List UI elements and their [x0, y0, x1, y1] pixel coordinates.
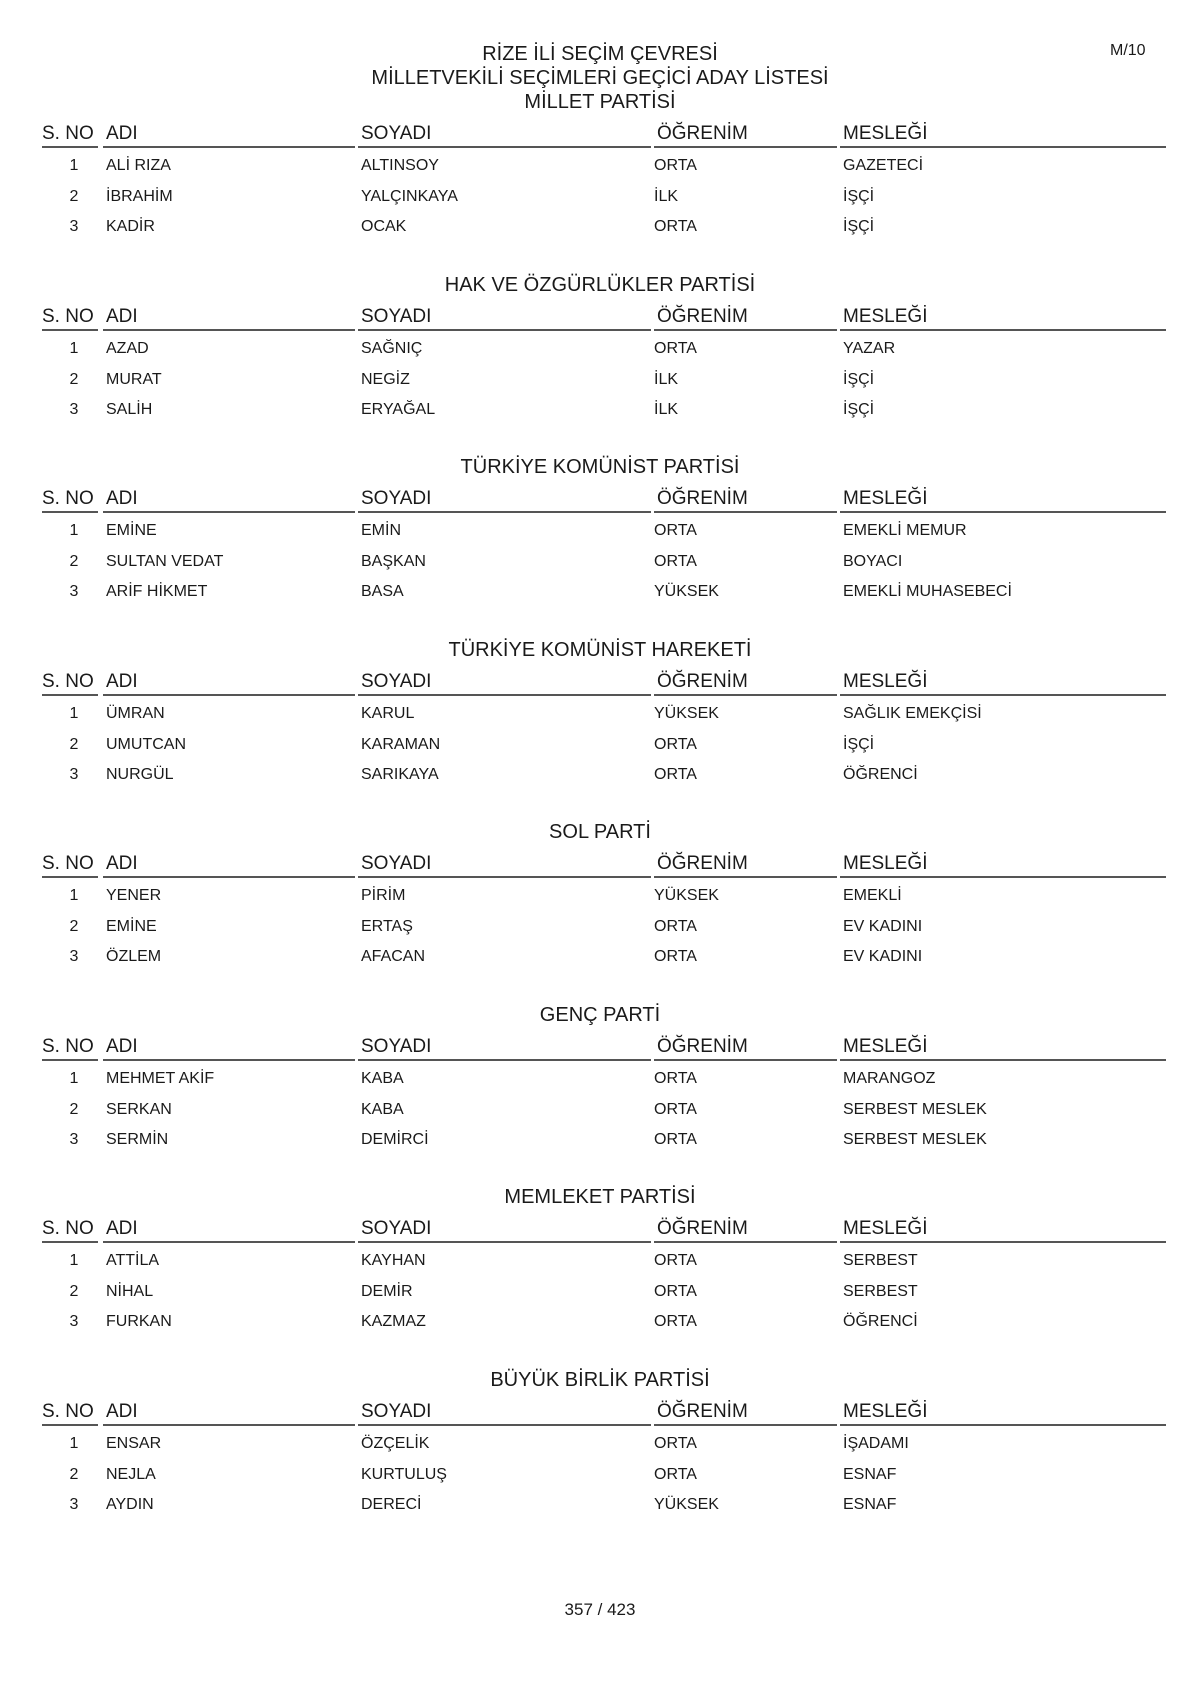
column-header-meslegi: MESLEĞİ [840, 1217, 1166, 1243]
cell-adi: EMİNE [106, 918, 157, 935]
cell-ogrenim: YÜKSEK [654, 705, 719, 722]
cell-ogrenim: ORTA [654, 1283, 697, 1300]
cell-sno: 2 [69, 1283, 79, 1300]
cell-adi: KADİR [106, 218, 155, 235]
cell-soyadi: DEMİRCİ [361, 1131, 429, 1148]
cell-soyadi: DERECİ [361, 1496, 422, 1513]
cell-ogrenim: ORTA [654, 553, 697, 570]
cell-sno: 1 [69, 705, 79, 722]
document-header [0, 42, 1200, 90]
cell-sno: 1 [69, 522, 79, 539]
cell-adi: EMİNE [106, 522, 157, 539]
table-row [0, 1096, 1200, 1124]
cell-sno: 1 [69, 1252, 79, 1269]
cell-meslegi: YAZAR [843, 340, 896, 357]
cell-sno: 2 [69, 188, 79, 205]
page-number: 357 / 423 [564, 1600, 636, 1619]
table-row [0, 396, 1200, 424]
column-header-meslegi: MESLEĞİ [840, 670, 1166, 696]
cell-adi: NİHAL [106, 1283, 154, 1300]
column-header-adi: ADI [103, 122, 355, 148]
cell-ogrenim: ORTA [654, 1313, 697, 1330]
column-header-meslegi: MESLEĞİ [840, 305, 1166, 331]
cell-ogrenim: İLK [654, 401, 679, 418]
table-row [0, 1430, 1200, 1458]
cell-adi: ÖZLEM [106, 948, 162, 965]
cell-meslegi: BOYACI [843, 553, 903, 570]
column-header-soyadi: SOYADI [358, 487, 651, 513]
column-header-ogrenim: ÖĞRENİM [654, 670, 837, 696]
cell-sno: 2 [69, 553, 79, 570]
cell-meslegi: SERBEST MESLEK [843, 1131, 987, 1148]
column-header-adi: ADI [103, 852, 355, 878]
table-header-row [0, 1217, 1200, 1243]
party-title: BÜYÜK BİRLİK PARTİSİ [490, 1369, 710, 1391]
cell-sno: 2 [69, 918, 79, 935]
cell-soyadi: NEGİZ [361, 371, 410, 388]
table-row [0, 1308, 1200, 1336]
table-header-row [0, 670, 1200, 696]
cell-adi: SALİH [106, 401, 153, 418]
cell-sno: 1 [69, 887, 79, 904]
cell-adi: MEHMET AKİF [106, 1070, 215, 1087]
header-line-1: RİZE İLİ SEÇİM ÇEVRESİ [482, 43, 718, 65]
cell-ogrenim: YÜKSEK [654, 583, 719, 600]
cell-adi: ENSAR [106, 1435, 162, 1452]
table-row [0, 1491, 1200, 1519]
table-row [0, 1461, 1200, 1489]
column-header-adi: ADI [103, 305, 355, 331]
column-header-adi: ADI [103, 1400, 355, 1426]
cell-sno: 1 [69, 1435, 79, 1452]
column-header-ogrenim: ÖĞRENİM [654, 1217, 837, 1243]
cell-meslegi: İŞÇİ [843, 401, 875, 418]
table-header-row [0, 852, 1200, 878]
cell-ogrenim: İLK [654, 188, 679, 205]
column-header-ogrenim: ÖĞRENİM [654, 852, 837, 878]
table-row [0, 761, 1200, 789]
table-row [0, 578, 1200, 606]
cell-ogrenim: ORTA [654, 766, 697, 783]
cell-meslegi: EV KADINI [843, 918, 923, 935]
column-header-soyadi: SOYADI [358, 852, 651, 878]
column-header-soyadi: SOYADI [358, 1400, 651, 1426]
column-header-meslegi: MESLEĞİ [840, 487, 1166, 513]
cell-soyadi: BAŞKAN [361, 553, 426, 570]
cell-soyadi: KARAMAN [361, 736, 441, 753]
cell-ogrenim: İLK [654, 371, 679, 388]
cell-meslegi: İŞÇİ [843, 736, 875, 753]
cell-adi: ÜMRAN [106, 705, 165, 722]
cell-meslegi: ÖĞRENCİ [843, 766, 918, 783]
cell-sno: 3 [69, 583, 79, 600]
table-row [0, 943, 1200, 971]
cell-meslegi: ESNAF [843, 1496, 897, 1513]
column-header-adi: ADI [103, 1035, 355, 1061]
cell-soyadi: SAĞNIÇ [361, 340, 423, 357]
cell-soyadi: EMİN [361, 522, 401, 539]
cell-sno: 1 [69, 340, 79, 357]
cell-adi: ARİF HİKMET [106, 583, 208, 600]
cell-adi: AYDIN [106, 1496, 154, 1513]
column-header-soyadi: SOYADI [358, 670, 651, 696]
cell-ogrenim: ORTA [654, 1131, 697, 1148]
cell-meslegi: GAZETECİ [843, 157, 924, 174]
cell-adi: UMUTCAN [106, 736, 186, 753]
cell-ogrenim: YÜKSEK [654, 1496, 719, 1513]
cell-sno: 2 [69, 371, 79, 388]
table-row [0, 213, 1200, 241]
column-header-sno: S. NO [42, 487, 98, 513]
party-title: HAK VE ÖZGÜRLÜKLER PARTİSİ [444, 274, 756, 296]
cell-soyadi: ERYAĞAL [361, 401, 436, 418]
table-row [0, 1278, 1200, 1306]
cell-adi: SULTAN VEDAT [106, 553, 224, 570]
table-header-row [0, 1035, 1200, 1061]
table-row [0, 882, 1200, 910]
cell-soyadi: KABA [361, 1070, 404, 1087]
column-header-meslegi: MESLEĞİ [840, 122, 1166, 148]
table-header-row [0, 487, 1200, 513]
cell-soyadi: SARIKAYA [361, 766, 439, 783]
cell-sno: 3 [69, 1313, 79, 1330]
cell-sno: 3 [69, 218, 79, 235]
table-header-row [0, 305, 1200, 331]
cell-adi: ATTİLA [106, 1252, 160, 1269]
cell-soyadi: YALÇINKAYA [361, 188, 458, 205]
cell-adi: YENER [106, 887, 162, 904]
cell-soyadi: ERTAŞ [361, 918, 413, 935]
party-title: MİLLET PARTİSİ [524, 91, 676, 113]
table-row [0, 700, 1200, 728]
cell-meslegi: EMEKLİ MUHASEBECİ [843, 583, 1012, 600]
cell-soyadi: KAYHAN [361, 1252, 426, 1269]
table-header-row [0, 122, 1200, 148]
column-header-ogrenim: ÖĞRENİM [654, 305, 837, 331]
table-row [0, 1247, 1200, 1275]
cell-soyadi: PİRİM [361, 887, 406, 904]
column-header-meslegi: MESLEĞİ [840, 852, 1166, 878]
cell-sno: 2 [69, 736, 79, 753]
cell-sno: 1 [69, 1070, 79, 1087]
party-title: TÜRKİYE KOMÜNİST HAREKETİ [448, 639, 752, 661]
column-header-sno: S. NO [42, 670, 98, 696]
cell-adi: SERMİN [106, 1131, 169, 1148]
cell-soyadi: AFACAN [361, 948, 426, 965]
column-header-sno: S. NO [42, 852, 98, 878]
column-header-sno: S. NO [42, 122, 98, 148]
party-title: MEMLEKET PARTİSİ [504, 1186, 696, 1208]
cell-adi: NURGÜL [106, 766, 174, 783]
cell-meslegi: EMEKLİ MEMUR [843, 522, 967, 539]
cell-meslegi: SERBEST MESLEK [843, 1101, 987, 1118]
cell-sno: 3 [69, 401, 79, 418]
cell-adi: İBRAHİM [106, 188, 173, 205]
cell-soyadi: ÖZÇELİK [361, 1435, 430, 1452]
party-title: SOL PARTİ [549, 821, 651, 843]
cell-soyadi: KAZMAZ [361, 1313, 426, 1330]
table-row [0, 913, 1200, 941]
column-header-adi: ADI [103, 670, 355, 696]
cell-soyadi: BASA [361, 583, 404, 600]
page-code: M/10 [1110, 42, 1146, 59]
column-header-sno: S. NO [42, 1400, 98, 1426]
cell-soyadi: KABA [361, 1101, 404, 1118]
column-header-ogrenim: ÖĞRENİM [654, 487, 837, 513]
cell-adi: NEJLA [106, 1466, 156, 1483]
cell-sno: 2 [69, 1466, 79, 1483]
cell-sno: 3 [69, 948, 79, 965]
column-header-ogrenim: ÖĞRENİM [654, 1035, 837, 1061]
cell-meslegi: EV KADINI [843, 948, 923, 965]
cell-meslegi: ESNAF [843, 1466, 897, 1483]
column-header-adi: ADI [103, 487, 355, 513]
column-header-adi: ADI [103, 1217, 355, 1243]
table-row [0, 731, 1200, 759]
cell-sno: 3 [69, 1131, 79, 1148]
cell-soyadi: KURTULUŞ [361, 1466, 447, 1483]
cell-ogrenim: ORTA [654, 1435, 697, 1452]
cell-meslegi: İŞÇİ [843, 218, 875, 235]
cell-ogrenim: ORTA [654, 736, 697, 753]
cell-meslegi: SERBEST [843, 1252, 918, 1269]
cell-soyadi: OCAK [361, 218, 407, 235]
cell-meslegi: SAĞLIK EMEKÇİSİ [843, 705, 982, 722]
cell-ogrenim: ORTA [654, 1101, 697, 1118]
column-header-ogrenim: ÖĞRENİM [654, 122, 837, 148]
column-header-soyadi: SOYADI [358, 122, 651, 148]
cell-soyadi: ALTINSOY [361, 157, 439, 174]
cell-ogrenim: ORTA [654, 1070, 697, 1087]
cell-adi: SERKAN [106, 1101, 172, 1118]
cell-ogrenim: ORTA [654, 1466, 697, 1483]
cell-meslegi: MARANGOZ [843, 1070, 936, 1087]
cell-ogrenim: ORTA [654, 522, 697, 539]
cell-meslegi: ÖĞRENCİ [843, 1313, 918, 1330]
cell-meslegi: İŞADAMI [843, 1435, 909, 1452]
cell-sno: 2 [69, 1101, 79, 1118]
cell-adi: MURAT [106, 371, 162, 388]
cell-ogrenim: ORTA [654, 218, 697, 235]
cell-adi: ALİ RIZA [106, 157, 171, 174]
table-row [0, 1126, 1200, 1154]
cell-ogrenim: ORTA [654, 157, 697, 174]
table-row [0, 183, 1200, 211]
cell-ogrenim: ORTA [654, 948, 697, 965]
party-title: GENÇ PARTİ [539, 1004, 661, 1026]
cell-adi: AZAD [106, 340, 149, 357]
table-row [0, 548, 1200, 576]
cell-ogrenim: ORTA [654, 918, 697, 935]
cell-sno: 1 [69, 157, 79, 174]
column-header-sno: S. NO [42, 1217, 98, 1243]
table-header-row [0, 1400, 1200, 1426]
cell-meslegi: İŞÇİ [843, 371, 875, 388]
cell-adi: FURKAN [106, 1313, 172, 1330]
column-header-meslegi: MESLEĞİ [840, 1035, 1166, 1061]
column-header-soyadi: SOYADI [358, 305, 651, 331]
cell-meslegi: SERBEST [843, 1283, 918, 1300]
cell-soyadi: DEMİR [361, 1283, 413, 1300]
column-header-sno: S. NO [42, 305, 98, 331]
cell-soyadi: KARUL [361, 705, 415, 722]
cell-sno: 3 [69, 1496, 79, 1513]
table-row [0, 366, 1200, 394]
table-row [0, 152, 1200, 180]
column-header-sno: S. NO [42, 1035, 98, 1061]
table-row [0, 335, 1200, 363]
column-header-meslegi: MESLEĞİ [840, 1400, 1166, 1426]
column-header-ogrenim: ÖĞRENİM [654, 1400, 837, 1426]
cell-ogrenim: YÜKSEK [654, 887, 719, 904]
column-header-soyadi: SOYADI [358, 1217, 651, 1243]
column-header-soyadi: SOYADI [358, 1035, 651, 1061]
cell-ogrenim: ORTA [654, 340, 697, 357]
header-line-2: MİLLETVEKİLİ SEÇİMLERİ GEÇİCİ ADAY LİSTESİ [371, 67, 829, 89]
party-title: TÜRKİYE KOMÜNİST PARTİSİ [460, 456, 740, 478]
cell-meslegi: İŞÇİ [843, 188, 875, 205]
cell-meslegi: EMEKLİ [843, 887, 902, 904]
table-row [0, 1065, 1200, 1093]
cell-ogrenim: ORTA [654, 1252, 697, 1269]
cell-sno: 3 [69, 766, 79, 783]
table-row [0, 517, 1200, 545]
